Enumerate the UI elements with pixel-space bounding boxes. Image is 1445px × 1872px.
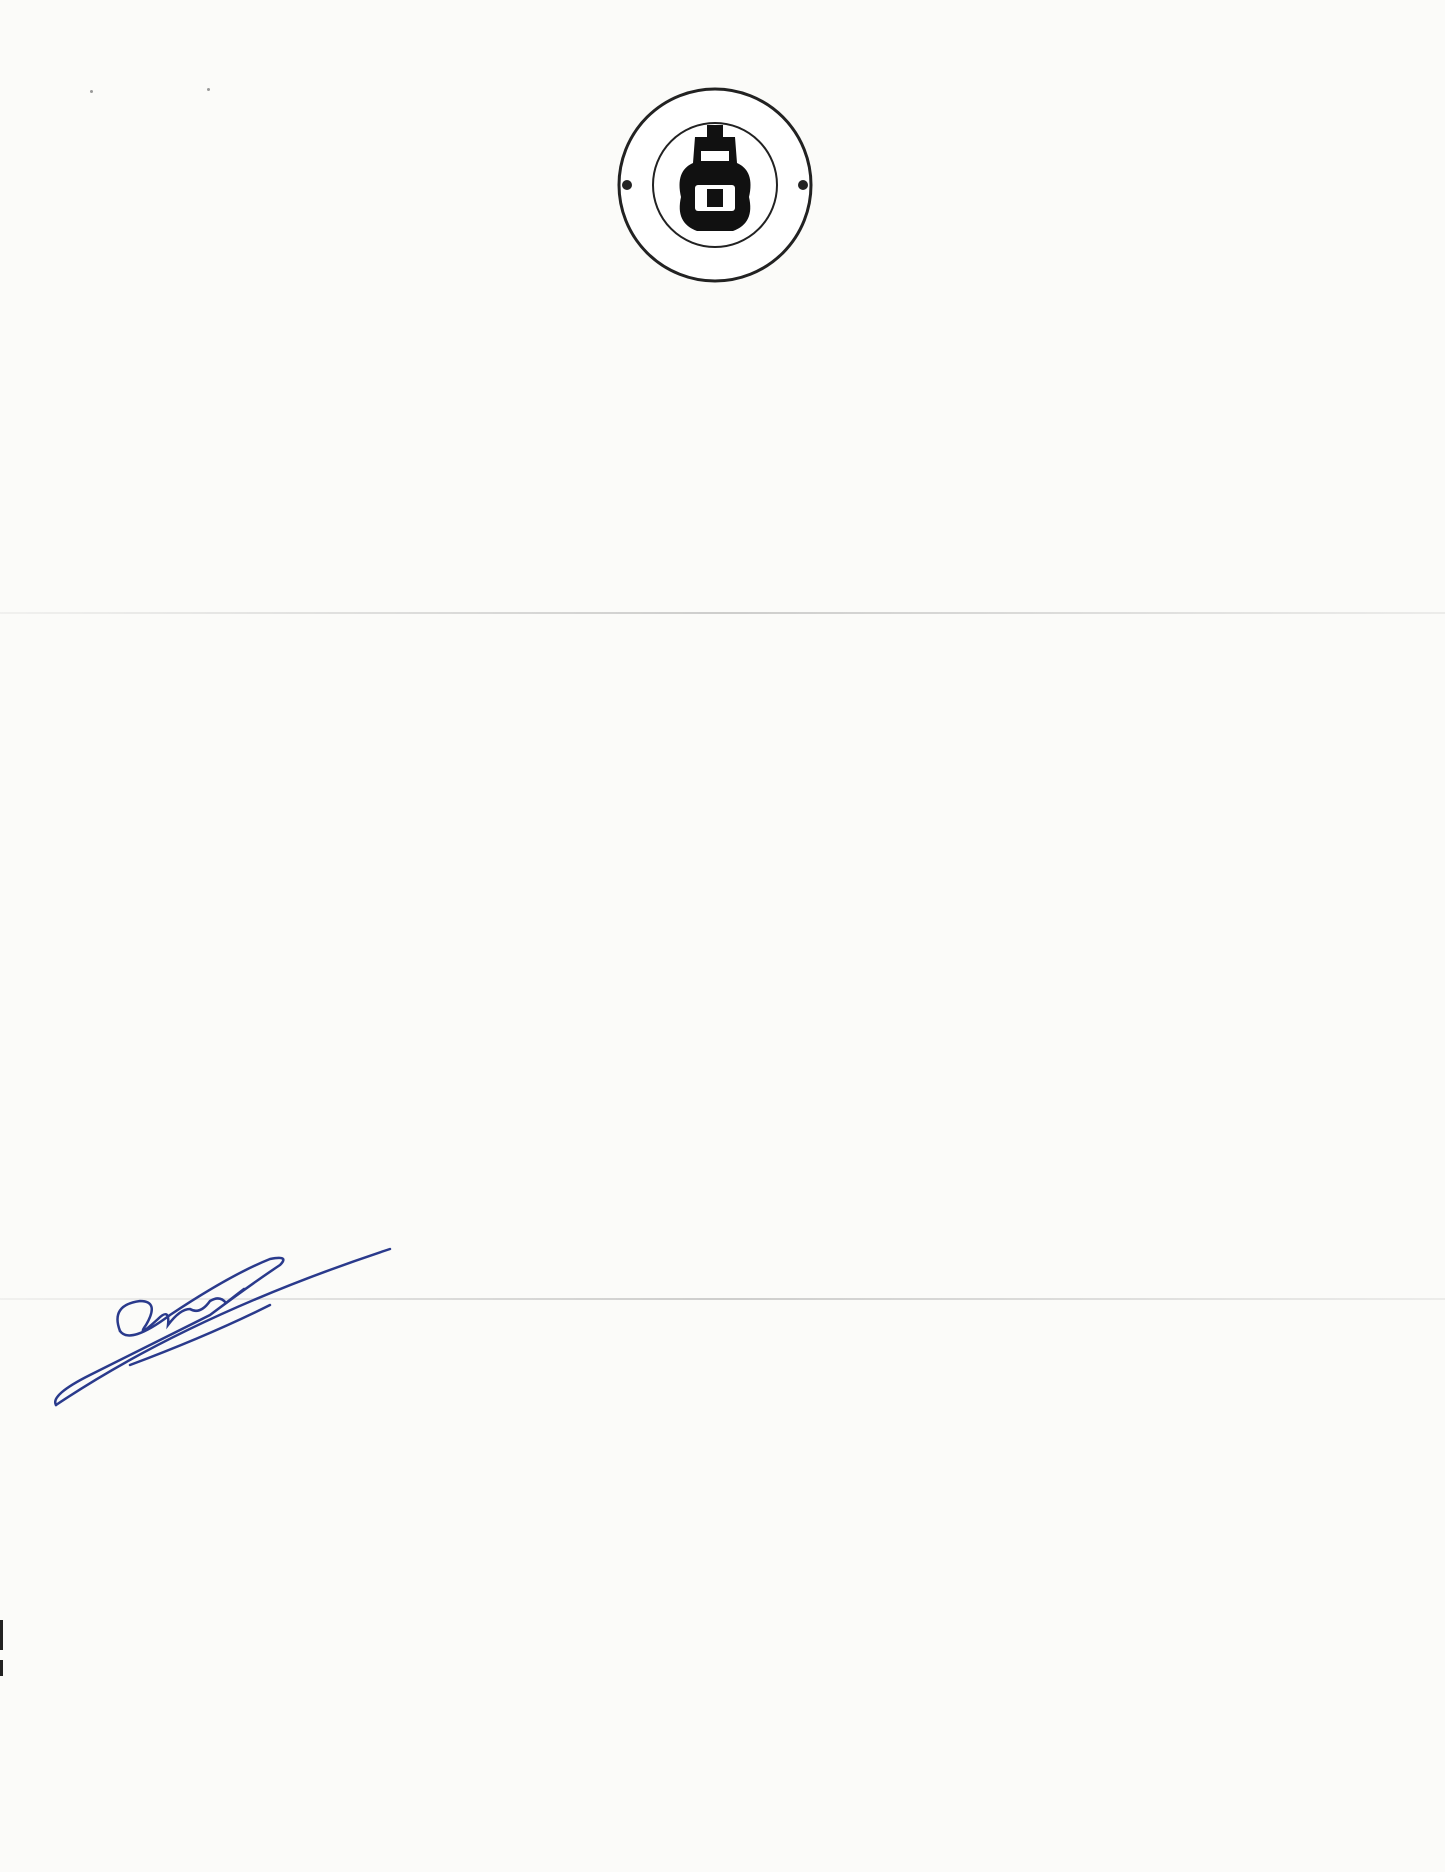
edge-mark <box>0 1660 3 1676</box>
speck <box>207 88 210 91</box>
nachoguitars-logo <box>615 85 815 285</box>
fold-line <box>0 612 1445 614</box>
handwritten-signature <box>50 1245 410 1425</box>
speck <box>90 90 93 93</box>
edge-mark <box>0 1620 3 1650</box>
